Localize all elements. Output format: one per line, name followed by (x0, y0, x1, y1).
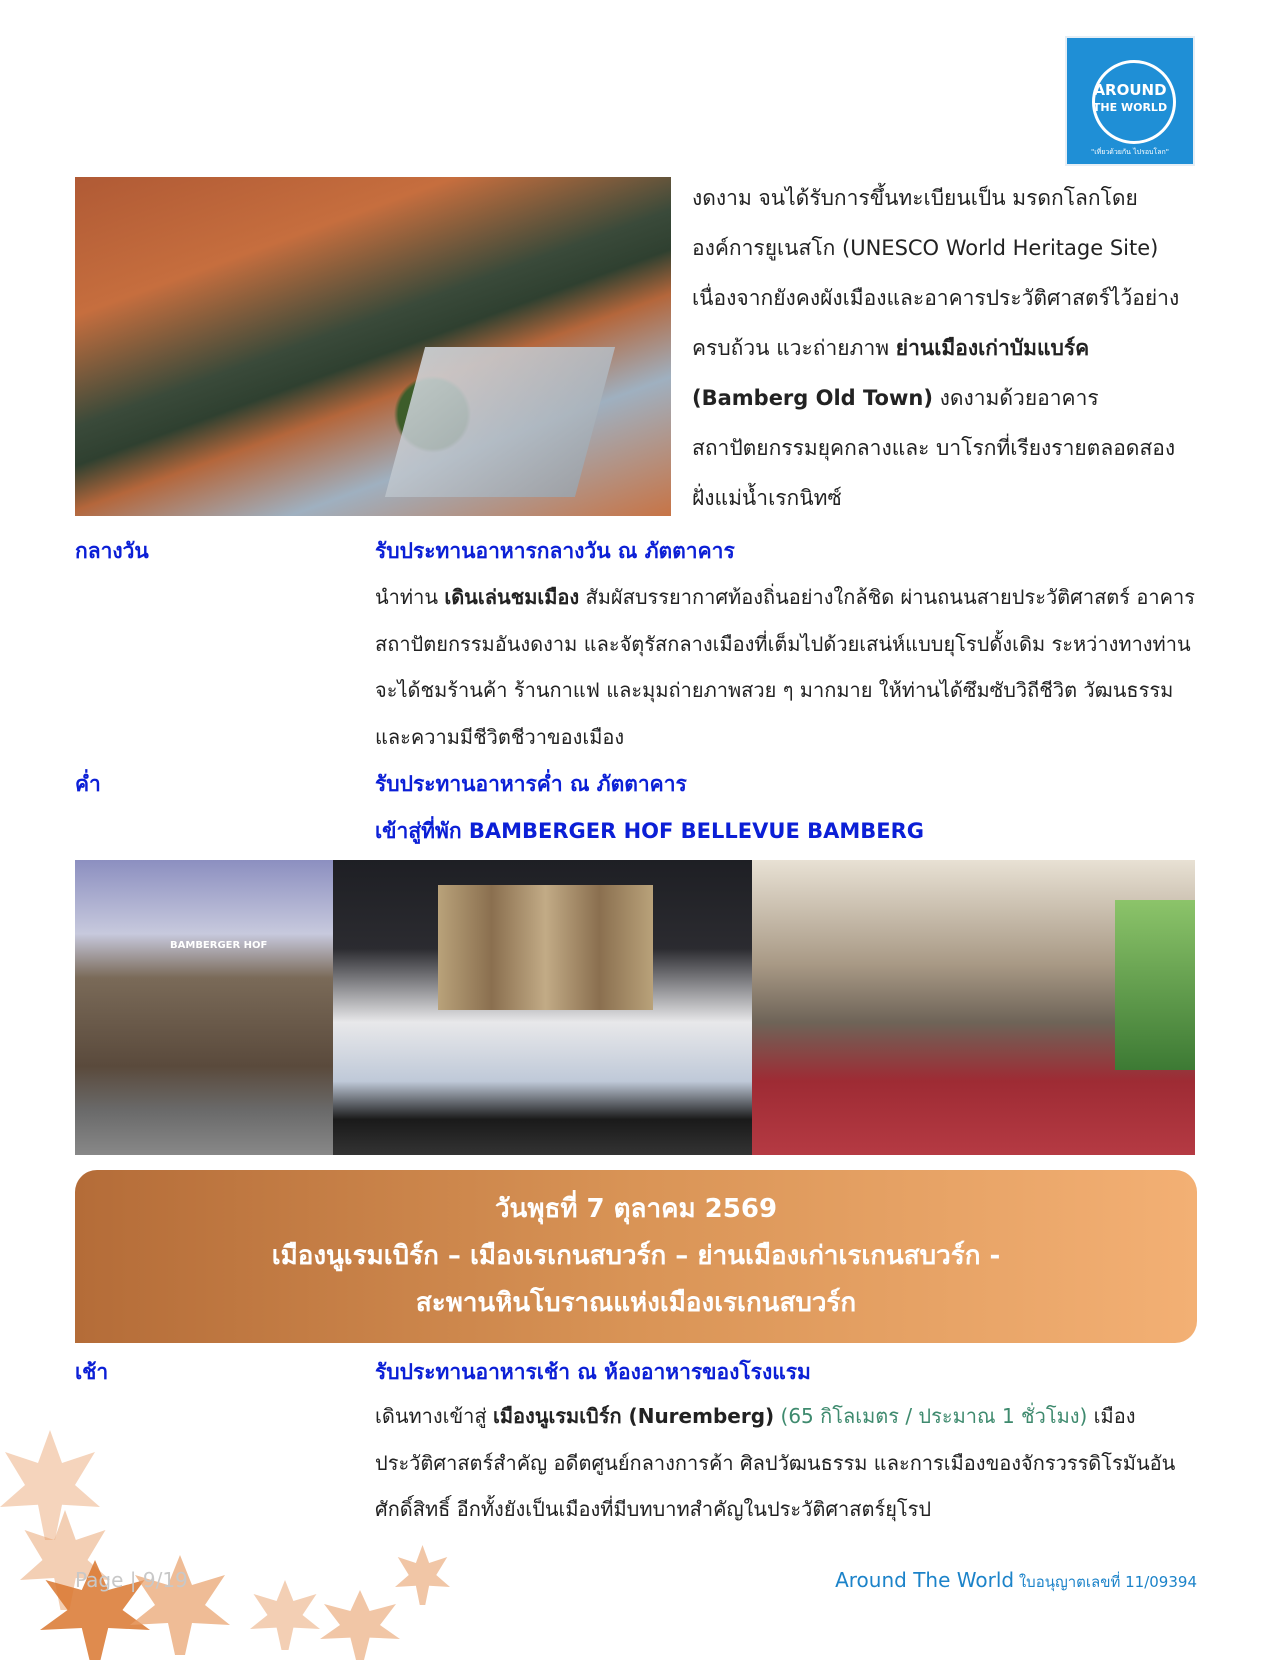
intro-text (692, 173, 1197, 523)
bamberg-old-town-photo (75, 177, 671, 516)
license-number: ใบอนุญาตเลขที่ 11/09394 (1014, 1573, 1197, 1591)
intro-line: องค์การยูเนสโก (UNESCO World Heritage Site) (692, 236, 1159, 260)
hotel-lounge-photo (752, 860, 1195, 1155)
logo-line2: THE WORLD (1092, 101, 1168, 114)
company-logo (1065, 36, 1195, 166)
intro-line (692, 373, 1197, 423)
text: สัมผัสบรรยากาศท้องถิ่นอย่างใกล้ชิด ผ่านถนนสายประวัติศาสตร์ อาคารสถาปัตยกรรมอันงดงาม และจัตุรัสกลางเมืองที่เต็มไปด้วยเสน่ห์แบบยุโรปดั้งเดิม ระหว่างทางท่านจะได้ชมร้านค้า ร้านกาแฟ และมุมถ่ายภาพสวย ๆ มากมาย ให้ท่านได้ซึมซับวิถีชีวิต วัฒนธรรม และความมีชีวิตชีวาของเมือง (375, 585, 1195, 749)
intro-line: เนื่องจากยังคงผังเมืองและอาคารประวัติศาสตร์ไว้อย่าง (692, 286, 1180, 310)
highlight: เมืองนูเรมเบิร์ก (Nuremberg) (492, 1404, 775, 1428)
text: นำท่าน (375, 585, 445, 609)
distance: (65 กิโลเมตร / ประมาณ 1 ชั่วโมง) (774, 1404, 1088, 1428)
hotel-room-photo (333, 860, 752, 1155)
highlight: เดินเล่นชมเมือง (444, 585, 580, 609)
breakfast-title: รับประทานอาหารเช้า ณ ห้องอาหารของโรงแรม (375, 1360, 811, 1384)
breakfast-paragraph (375, 1393, 1197, 1533)
page-number: Page | 9/19 (75, 1568, 188, 1592)
intro-line: ฝั่งแม่น้ำเรกนิทซ์ (692, 486, 842, 510)
logo-slogan: "เที่ยวด้วยกัน ไปรอบโลก" (1091, 148, 1169, 156)
hotel-name: เข้าสู่ที่พัก BAMBERGER HOF BELLEVUE BAMBERG (375, 819, 925, 843)
intro-line: งดงาม จนได้รับการขึ้นทะเบียนเป็น มรดกโลกโดย (692, 186, 1138, 210)
highlight: (Bamberg Old Town) (692, 386, 933, 410)
maple-leaf-icon (250, 1580, 320, 1650)
text: เมืองประวัติศาสตร์สำคัญ อดีตศูนย์กลางการค้า ศิลปวัฒนธรรม และการเมืองของจักรวรรดิโรมันอันศักดิ์สิทธิ์ อีกทั้งยังเป็นเมืองที่มีบทบาทสำคัญในประวัติศาสตร์ยุโรป (375, 1404, 1176, 1521)
intro-line: สถาปัตยกรรมยุคกลางและ บาโรกที่เรียงรายตลอดสอง (692, 436, 1176, 460)
day-banner (75, 1170, 1197, 1343)
highlight: ย่านเมืองเก่าบัมแบร์ค (895, 336, 1090, 360)
lunch-title: รับประทานอาหารกลางวัน ณ ภัตตาคาร (375, 539, 735, 563)
hotel-sign: BAMBERGER HOF (170, 940, 268, 951)
lunch-paragraph (375, 574, 1197, 760)
maple-leaf-icon (0, 1430, 100, 1540)
lunch-label: กลางวัน (75, 539, 149, 563)
maple-leaf-icon (395, 1545, 450, 1605)
text: งดงามด้วยอาคาร (932, 386, 1099, 410)
brand-name: Around The World (835, 1568, 1015, 1592)
day-route: เมืองนูเรมเบิร์ก – เมืองเรเกนสบวร์ก – ย่านเมืองเก่าเรเกนสบวร์ก - (271, 1241, 1001, 1271)
text: ครบถ้วน แวะถ่ายภาพ (692, 336, 896, 360)
breakfast-label: เช้า (75, 1360, 109, 1384)
logo-line1: AROUND (1093, 81, 1167, 99)
intro-line (692, 323, 1197, 373)
hotel-exterior-photo (75, 860, 333, 1155)
day-date: วันพุธที่ 7 ตุลาคม 2569 (494, 1194, 778, 1224)
text: เดินทางเข้าสู่ (375, 1404, 493, 1428)
footer-brand (835, 1568, 1197, 1594)
dinner-label: ค่ำ (75, 772, 101, 796)
dinner-title: รับประทานอาหารค่ำ ณ ภัตตาคาร (375, 772, 687, 796)
maple-leaf-icon (320, 1590, 400, 1660)
day-route: สะพานหินโบราณแห่งเมืองเรเกนสบวร์ก (415, 1288, 857, 1318)
